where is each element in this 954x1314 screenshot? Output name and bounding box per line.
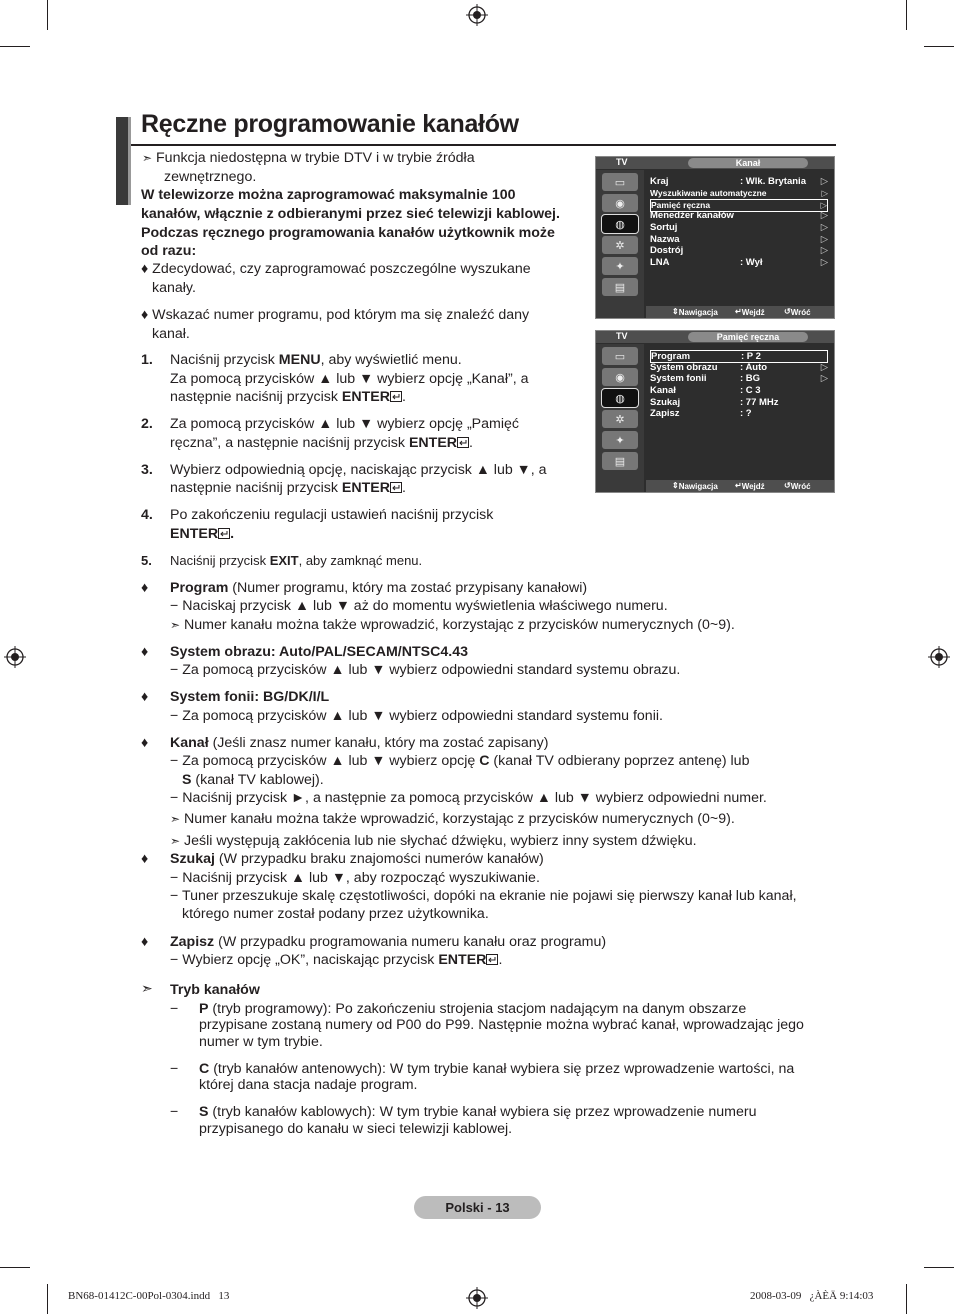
step-number: 3. <box>141 462 153 478</box>
osd-header: TV Pamięć ręczna <box>596 331 834 343</box>
osd-footer: ⇕ Nawigacja ↵ Wejdź ↺ Wróć <box>646 480 834 492</box>
option-bullet: ♦ <box>141 644 149 660</box>
registration-mark-icon <box>4 646 26 668</box>
step-text: ręczna”, a następnie naciśnij przycisk ENTER . <box>170 435 473 451</box>
step-text: Za pomocą przycisków ▲ lub ▼ wybierz opcję „Pamięć <box>170 416 519 432</box>
osd-row: Wyszukiwanie automatyczne ▷ <box>650 188 828 198</box>
option-text: − Za pomocą przycisków ▲ lub ▼ wybierz odpowiedni standard systemu fonii. <box>170 708 663 724</box>
crop-mark <box>47 1284 48 1314</box>
mode-p-text: przypisane zostaną numery od P00 do P99. Następnie można wybrać kanał, wprowadzając jego <box>199 1017 804 1033</box>
note-line: ➣ Numer kanału można także wprowadzić, korzystając z przycisków numerycznych (0~9). <box>170 617 735 633</box>
enter-icon <box>390 391 402 402</box>
option-text: − Naciśnij przycisk ►, a następnie za pomocą przycisków ▲ lub ▼ wybierz odpowiedni numer. <box>170 790 767 806</box>
mode-c-text: której dana stacja nadaje program. <box>199 1077 418 1093</box>
note-arrow-icon: ➣ <box>142 151 153 165</box>
option-text: − Wybierz opcję „OK”, naciskając przycisk ENTER . <box>170 952 503 968</box>
bullet-line: kanał. <box>152 326 190 342</box>
dash: − <box>170 1001 179 1017</box>
bold-intro-line: W telewizorze można zaprogramować maksymalnie 100 <box>141 187 516 203</box>
osd-sidebar <box>596 170 644 318</box>
crop-mark <box>906 0 907 30</box>
registration-mark-icon <box>928 646 950 668</box>
osd-row: Kraj : Wlk. Brytania ▷ <box>650 176 828 187</box>
step-text: Naciśnij przycisk EXIT, aby zamknąć menu. <box>170 553 423 568</box>
note-line: ➣ Funkcja niedostępna w trybie DTV i w trybie źródła <box>142 150 475 166</box>
osd-menu-kanal <box>595 156 835 319</box>
option-bullet: ♦ <box>141 851 149 867</box>
setup-icon: ✲ <box>602 410 638 428</box>
osd-row: Menedżer kanałów ▷ <box>650 210 828 221</box>
option-bullet: ♦ <box>141 735 149 751</box>
page-title: Ręczne programowanie kanałów <box>141 110 519 138</box>
mode-p-text: numer w tym trybie. <box>199 1034 323 1050</box>
bold-intro-line: od razu: <box>141 243 197 259</box>
note-arrow-icon: ➣ <box>170 834 181 848</box>
osd-row: Kanał : C 3 <box>650 385 761 396</box>
step-number: 4. <box>141 507 153 523</box>
channel-icon: ◍ <box>602 215 638 233</box>
step-text: Naciśnij przycisk MENU, aby wyświetlić menu. <box>170 352 462 368</box>
step-text: Wybierz odpowiednią opcję, naciskając przycisk ▲ lub ▼, a <box>170 462 547 478</box>
crop-mark <box>906 1284 907 1314</box>
crop-mark <box>924 46 954 47</box>
osd-row: System obrazu : Auto ▷ <box>650 362 828 373</box>
option-text: − Za pomocą przycisków ▲ lub ▼ wybierz odpowiedni standard systemu obrazu. <box>170 662 681 678</box>
dash: − <box>170 1104 179 1120</box>
bold-intro-line: Podczas ręcznego programowania kanałów użytkownik może <box>141 225 555 241</box>
sound-icon: ◉ <box>602 368 638 386</box>
option-bullet: ♦ <box>141 580 149 596</box>
registration-mark-icon <box>466 1287 488 1309</box>
note-line: zewnętrznego. <box>164 169 257 185</box>
page-number-badge: Polski - 13 <box>414 1196 541 1219</box>
osd-row: Nazwa ▷ <box>650 234 828 245</box>
picture-icon: ▭ <box>602 173 638 191</box>
enter-icon <box>218 528 230 539</box>
osd-row: Zapisz : ? <box>650 408 752 419</box>
note-arrow-icon: ➣ <box>141 981 153 997</box>
crop-mark <box>47 0 48 30</box>
osd-tab-title: Kanał <box>688 158 808 168</box>
step-number: 1. <box>141 352 153 368</box>
option-bullet: ♦ <box>141 689 149 705</box>
setup-icon: ✲ <box>602 236 638 254</box>
enter-icon <box>390 482 402 493</box>
sound-icon: ◉ <box>602 194 638 212</box>
enter-icon <box>457 437 469 448</box>
step-number: 5. <box>141 553 152 568</box>
bullet-line: kanały. <box>152 280 196 296</box>
note-line: ➣ Numer kanału można także wprowadzić, korzystając z przycisków numerycznych (0~9). <box>170 811 735 827</box>
bold-intro-line: kanałów, włącznie z odbieranymi przez sieć telewizji kablowej. <box>141 206 560 222</box>
mode-s-text: S (tryb kanałów kablowych): W tym trybie kanał wybiera się przez wprowadzenie numeru <box>199 1104 757 1120</box>
osd-sidebar <box>596 344 644 492</box>
osd-row-selected: Pamięć ręczna ▷ <box>651 200 827 210</box>
osd-row-selected: Program : P 2 <box>650 350 828 363</box>
osd-row: Dostrój ▷ <box>650 245 828 256</box>
input-icon: ✦ <box>602 257 638 275</box>
digital-icon: ▤ <box>602 278 638 296</box>
dash: − <box>170 1061 179 1077</box>
mode-c-text: C (tryb kanałów antenowych): W tym trybie kanał wybiera się przez wprowadzenie wartości, na <box>199 1061 795 1077</box>
note-arrow-icon: ➣ <box>170 812 181 826</box>
option-text: − Za pomocą przycisków ▲ lub ▼ wybierz opcję C (kanał TV odbierany poprzez antenę) lub <box>170 753 750 769</box>
option-text: S (kanał TV kablowej). <box>182 772 324 788</box>
crop-mark <box>924 1267 954 1268</box>
note-line: ➣ Jeśli występują zakłócenia lub nie słychać dźwięku, wybierz inny system dźwięku. <box>170 833 697 849</box>
tryb-kanalow-heading: Tryb kanałów <box>170 982 260 998</box>
option-bullet: ♦ <box>141 934 149 950</box>
step-text: ENTER . <box>170 526 235 542</box>
osd-footer: ⇕ Nawigacja ↵ Wejdź ↺ Wróć <box>646 306 834 318</box>
osd-header: TV Kanał <box>596 157 834 169</box>
enter-icon <box>486 954 498 965</box>
note-arrow-icon: ➣ <box>170 618 181 632</box>
osd-row: LNA : Wył ▷ <box>650 257 828 268</box>
option-system-fonii: System fonii: BG/DK/I/L <box>170 689 330 705</box>
osd-row: System fonii : BG ▷ <box>650 373 828 384</box>
osd-row: Sortuj ▷ <box>650 222 828 233</box>
option-szukaj: Szukaj (W przypadku braku znajomości numerów kanałów) <box>170 851 544 867</box>
option-text: − Naciśnij przycisk ▲ lub ▼, aby rozpocząć wyszukiwanie. <box>170 870 540 886</box>
channel-icon: ◍ <box>602 389 638 407</box>
file-name-slug: BN68-01412C-00Pol-0304.indd 13 <box>68 1290 230 1302</box>
mode-s-text: przypisanego do kanału w sieci telewizji kablowej. <box>199 1121 513 1137</box>
option-system-obrazu: System obrazu: Auto/PAL/SECAM/NTSC4.43 <box>170 644 468 660</box>
option-text: − Tuner przeszukuje skalę częstotliwości, dopóki na ekranie nie pojawi się pierwszy kanał lub kanał, <box>170 888 797 904</box>
osd-menu-pamiec-reczna <box>595 330 835 493</box>
print-date-slug: 2008-03-09 ¿ÀÈÄ 9:14:03 <box>750 1290 874 1302</box>
picture-icon: ▭ <box>602 347 638 365</box>
mode-p-text: P (tryb programowy): Po zakończeniu strojenia stacjom nadającym na danym obszarze <box>199 1001 747 1017</box>
option-program: Program (Numer programu, który ma zostać przypisany kanałowi) <box>170 580 588 596</box>
bullet-line: ♦ Wskazać numer programu, pod którym ma się znaleźć dany <box>141 307 530 323</box>
title-rule <box>131 144 836 146</box>
crop-mark <box>0 1267 30 1268</box>
osd-row: Szukaj : 77 MHz <box>650 397 779 408</box>
option-zapisz: Zapisz (W przypadku programowania numeru kanału oraz programu) <box>170 934 607 950</box>
step-text: Za pomocą przycisków ▲ lub ▼ wybierz opcję „Kanał”, a <box>170 371 529 387</box>
bullet-line: ♦ Zdecydować, czy zaprogramować poszczególne wyszukane <box>141 261 531 277</box>
option-kanal: Kanał (Jeśli znasz numer kanału, który ma zostać zapisany) <box>170 735 549 751</box>
option-text: którego numer został podany przez użytkownika. <box>182 906 489 922</box>
step-number: 2. <box>141 416 153 432</box>
step-text: Po zakończeniu regulacji ustawień naciśnij przycisk <box>170 507 494 523</box>
crop-mark <box>0 46 30 47</box>
option-text: − Naciskaj przycisk ▲ lub ▼ aż do momentu wyświetlenia właściwego numeru. <box>170 598 668 614</box>
step-text: następnie naciśnij przycisk ENTER . <box>170 480 406 496</box>
registration-mark-icon <box>466 4 488 26</box>
input-icon: ✦ <box>602 431 638 449</box>
digital-icon: ▤ <box>602 452 638 470</box>
osd-tab-title: Pamięć ręczna <box>688 332 808 342</box>
step-text: następnie naciśnij przycisk ENTER . <box>170 389 406 405</box>
title-accent-bar <box>128 117 131 205</box>
